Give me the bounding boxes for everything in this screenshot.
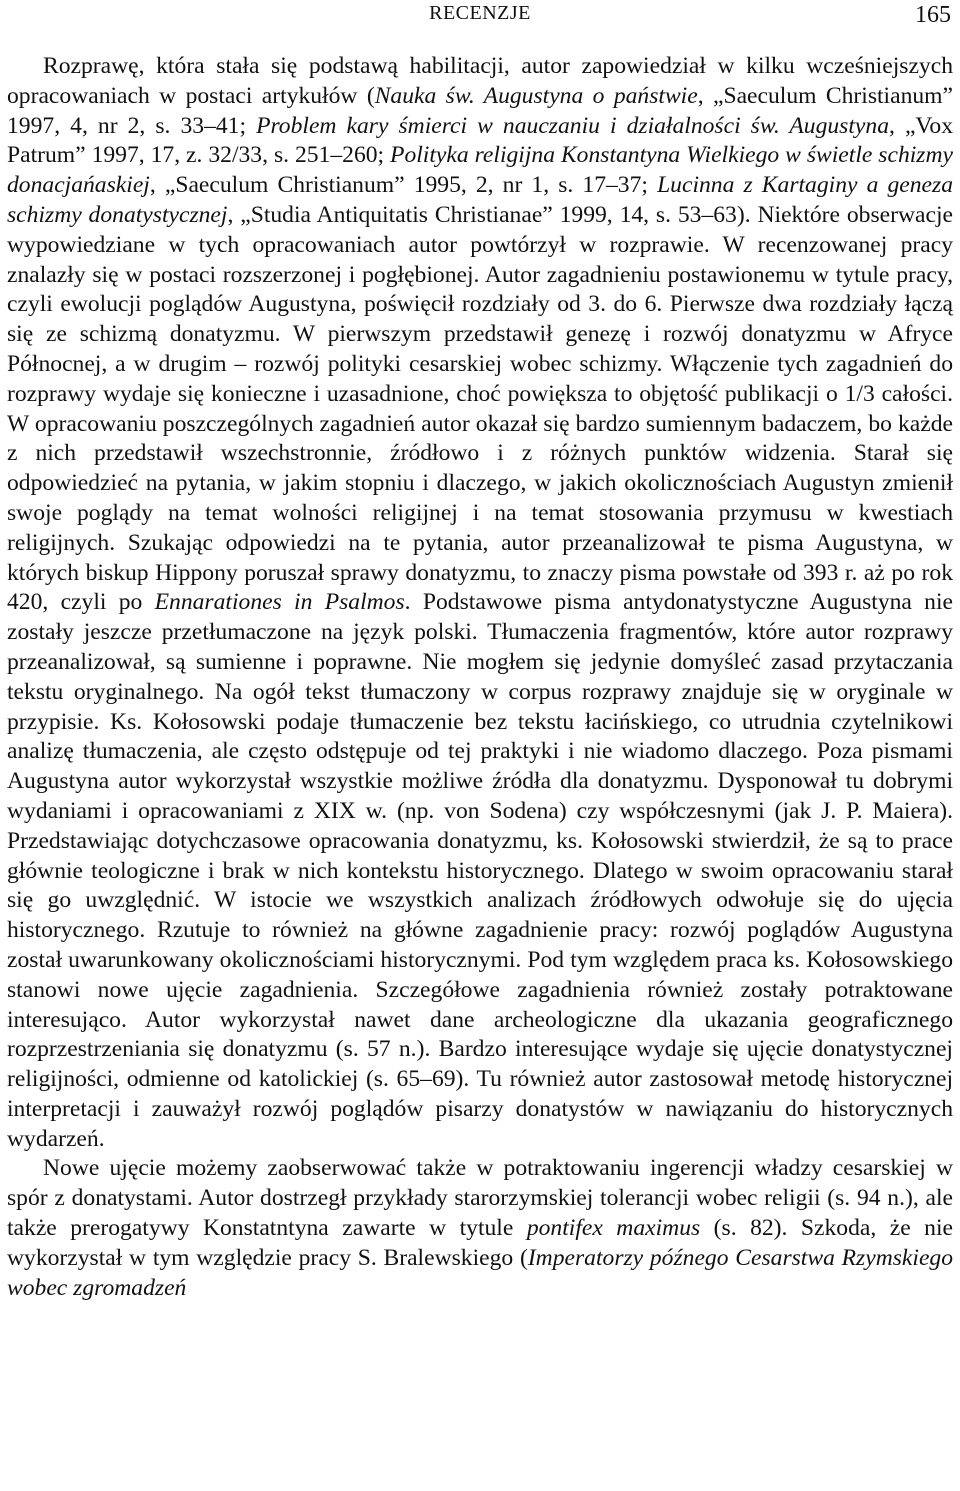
text-run: , „Vox Patrum” 1997, 17, z. 32/33, s. 251–260;: [7, 112, 954, 169]
book-title-italic: Problem kary śmierci w nauczaniu i działalności św. Augustyna: [256, 112, 889, 139]
text-run: , „Studia Antiquitatis Christianae” 1999, 14, s. 53–63). Niektóre obserwacje wypowiedziane w tych opracowaniach autor powtórzył w rozprawie. W recenzowanej pracy znalazły się w postaci rozszerzonej i pogłębionej. Autor zagadnieniu postawionemu w tytule pracy, czyli ewolucji poglądów Augustyna, poświęcił rozdziały od 3. do 6. Pierwsze dwa rozdziały łączą się ze schizmą donatyzmu. W pierwszym przedstawił genezę i rozwój donatyzmu w Afryce Północnej, a w drugim – rozwój polityki cesarskiej wobec schizmy. Włączenie tych zagadnień do rozprawy wydaje się konieczne i uzasadnione, choć powiększa to objętość publikacji o 1/3 całości. W opracowaniu poszczególnych zagadnień autor okazał się bardzo sumiennym badaczem, bo każde z nich przedstawił wszechstronnie, źródłowo i z różnych punktów widzenia. Starał się odpowiedzieć na pytania, w jakim stopniu i dlaczego, w jakich okolicznościach Augustyn zmienił swoje poglądy na temat wolności religijnej i na temat stosowania przymusu w kwestiach religijnych. Szukając odpowiedzi na te pytania, autor przeanalizował te pisma Augustyna, w których biskup Hippony poruszał sprawy donatyzmu, to znaczy pisma powstałe od 393 r. aż po rok 420, czyli po: [7, 201, 953, 616]
book-title-italic: Nauka św. Augustyna o państwie: [374, 82, 698, 109]
book-title-italic: Ennarationes in Psalmos: [154, 589, 405, 616]
book-title-italic: Polityka religijna Konstantyna Wielkiego w świetle schizmy donacjańaskiej: [7, 142, 953, 199]
text-run: , „Saeculum Christianum” 1997, 4, nr 2, s. 33–41;: [7, 82, 953, 139]
paragraph-2: [7, 1154, 953, 1303]
paragraph-1: [7, 52, 953, 1154]
page-header: [7, 0, 953, 52]
body-text: [7, 52, 953, 1303]
book-title-italic: Imperatorzy późnego Cesarstwa Rzymskiego wobec zgromadzeń: [7, 1244, 954, 1301]
running-head: RECENZJE: [429, 2, 531, 24]
text-run: . Podstawowe pisma antydonatystyczne Augustyna nie zostały jeszcze przetłumaczone na język polski. Tłumaczenia fragmentów, które autor rozprawy przeanalizował, są sumienne i poprawne. Nie mogłem się jedynie domyśleć zasad przytaczania tekstu oryginalnego. Na ogół tekst tłumaczony w corpus rozprawy znajduje się w oryginale w przypisie. Ks. Kołosowski podaje tłumaczenie bez tekstu łacińskiego, co utrudnia czytelnikowi analizę tłumaczenia, ale często odstępuje od tej praktyki i nie wiadomo dlaczego. Poza pismami Augustyna autor wykorzystał wszystkie możliwe źródła dla donatyzmu. Dysponował tu dobrymi wydaniami i opracowaniami z XIX w. (np. von Sodena) czy współczesnymi (jak J. P. Maiera). Przedstawiając dotychczasowe opracowania donatyzmu, ks. Kołosowski stwierdził, że są to prace głównie teologiczne i brak w nich kontekstu historycznego. Dlatego w swoim opracowaniu starał się go uwzględnić. W istocie we wszystkich analizach źródłowych odwołuje się do ujęcia historycznego. Rzutuje to również na główne zagadnienie pracy: rozwój poglądów Augustyna został uwarunkowany okolicznościami historycznymi. Pod tym względem praca ks. Kołosowskiego stanowi nowe ujęcie zagadnienia. Szczegółowe zagadnienia również zostały potraktowane interesująco. Autor wykorzystał nawet dane archeologiczne dla ukazania geograficznego rozprzestrzeniania się donatyzmu (s. 57 n.). Bardzo interesujące wydaje się ujęcie donatystycznej religijności, odmienne od katolickiej (s. 65–69). Tu również autor zastosował metodę historycznej interpretacji i zauważył rozwój poglądów pisarzy donatystów w nawiązaniu do historycznych wydarzeń.: [7, 589, 953, 1152]
latin-term-italic: pontifex maximus: [526, 1215, 701, 1242]
text-run: , „Saeculum Christianum” 1995, 2, nr 1, s. 17–37;: [149, 172, 658, 199]
text-run: Nowe ujęcie możemy zaobserwować także w potraktowaniu ingerencji władzy cesarskiej w spór z donatystami. Autor dostrzegł przykłady starorzymskiej tolerancji wobec religii (s. 94 n.), ale także prerogatywy Konstatntyna zawarte w tytule: [7, 1155, 953, 1242]
page-number: 165: [915, 2, 951, 28]
text-run: Rozprawę, która stała się podstawą habilitacji, autor zapowiedział w kilku wcześniejszych opracowaniach w postaci artykułów (: [7, 53, 953, 109]
text-run: (s. 82). Szkoda, że nie wykorzystał w tym względzie pracy S. Bralewskiego (: [7, 1215, 953, 1271]
book-title-italic: Lucinna z Kartaginy a geneza schizmy donatystycznej: [7, 172, 953, 228]
